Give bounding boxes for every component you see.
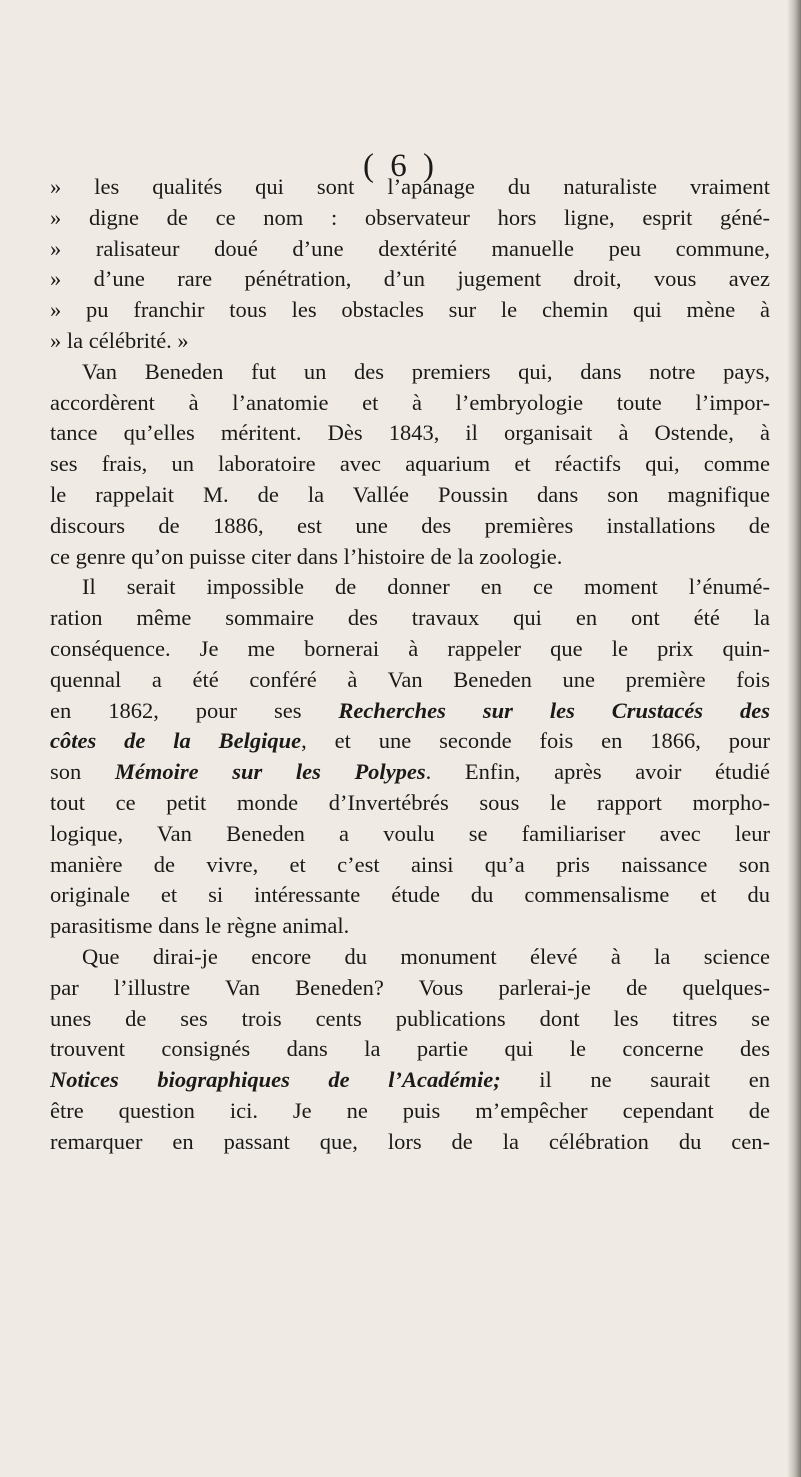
italic-title-text: Mémoire sur les Polypes — [114, 759, 426, 785]
text-line — [50, 480, 770, 511]
text-span: manière de vivre, et c’est ainsi qu’a pris naissance son — [50, 851, 770, 877]
text-span: » digne de ce nom : observateur hors ligne, esprit géné- — [50, 204, 770, 230]
text-span: il ne saurait en — [500, 1067, 770, 1093]
text-line — [50, 542, 770, 573]
text-span: discours de 1886, est une des premières installations de — [50, 512, 770, 538]
text-line — [50, 1034, 770, 1065]
text-span: . Enfin, après avoir étudié — [425, 759, 770, 785]
text-span: par l’illustre Van Beneden? Vous parlerai-je de quelques- — [50, 974, 770, 1000]
italic-title-text: Notices biographiques de l’Académie; — [50, 1067, 501, 1093]
body-text — [50, 172, 770, 1158]
text-span: » ralisateur doué d’une dextérité manuelle peu commune, — [50, 235, 770, 261]
text-line — [50, 234, 770, 265]
text-span: conséquence. Je me bornerai à rappeler que le prix quin- — [50, 635, 770, 661]
text-line — [50, 357, 770, 388]
text-line — [50, 1127, 770, 1158]
text-line — [50, 973, 770, 1004]
text-span: son — [50, 759, 115, 785]
text-line — [50, 634, 770, 665]
text-line — [50, 850, 770, 881]
text-span: » la célébrité. » — [50, 327, 189, 353]
text-span: tance qu’elles méritent. Dès 1843, il organisait à Ostende, à — [50, 420, 770, 446]
text-span: logique, Van Beneden a voulu se familiariser avec leur — [50, 820, 770, 846]
page-edge-shadow — [787, 0, 801, 1477]
text-span: , et une seconde fois en 1866, pour — [301, 728, 770, 754]
text-line — [50, 264, 770, 295]
text-line — [50, 1065, 770, 1096]
text-line — [50, 326, 770, 357]
text-span: ses frais, un laboratoire avec aquarium et réactifs qui, comme — [50, 451, 770, 477]
text-span: être question ici. Je ne puis m’empêcher cependant de — [50, 1097, 770, 1123]
text-line — [50, 172, 770, 203]
text-line — [50, 665, 770, 696]
italic-title-text: Recherches sur les Crustacés des — [338, 697, 770, 723]
text-span: tout ce petit monde d’Invertébrés sous le rapport morpho- — [50, 789, 770, 815]
text-span: » d’une rare pénétration, d’un jugement droit, vous avez — [50, 266, 770, 292]
text-span: trouvent consignés dans la partie qui le concerne des — [50, 1036, 770, 1062]
text-line — [50, 295, 770, 326]
text-span: en 1862, pour ses — [50, 697, 339, 723]
text-span: ration même sommaire des travaux qui en ont été la — [50, 605, 770, 631]
text-line — [50, 1096, 770, 1127]
text-span: accordèrent à l’anatomie et à l’embryologie toute l’impor- — [50, 389, 770, 415]
text-line — [50, 757, 770, 788]
text-line — [50, 449, 770, 480]
text-line — [50, 880, 770, 911]
text-line — [50, 203, 770, 234]
text-span: originale et si intéressante étude du commensalisme et du — [50, 882, 770, 908]
text-line — [50, 572, 770, 603]
text-line — [50, 942, 770, 973]
text-span: Il serait impossible de donner en ce moment l’énumé- — [82, 574, 770, 600]
text-span: quennal a été conféré à Van Beneden une première fois — [50, 666, 770, 692]
text-line — [50, 418, 770, 449]
text-span: ce genre qu’on puisse citer dans l’histoire de la zoologie. — [50, 543, 563, 569]
text-span: remarquer en passant que, lors de la célébration du cen- — [50, 1128, 770, 1154]
text-line — [50, 388, 770, 419]
italic-title-text: côtes de la Belgique — [50, 728, 302, 754]
text-line — [50, 819, 770, 850]
text-line — [50, 511, 770, 542]
text-line — [50, 696, 770, 727]
text-span: unes de ses trois cents publications dont les titres se — [50, 1005, 770, 1031]
text-span: Que dirai-je encore du monument élevé à la science — [82, 943, 770, 969]
page-number: ( 6 ) — [363, 148, 438, 184]
text-span: le rappelait M. de la Vallée Poussin dans son magnifique — [50, 481, 770, 507]
text-line — [50, 788, 770, 819]
text-span: parasitisme dans le règne animal. — [50, 913, 350, 939]
text-line — [50, 911, 770, 942]
text-line — [50, 1004, 770, 1035]
text-line — [50, 726, 770, 757]
text-span: » pu franchir tous les obstacles sur le chemin qui mène à — [50, 297, 770, 323]
text-line — [50, 603, 770, 634]
text-span: » les qualités qui sont l’apanage du naturaliste vraiment — [50, 174, 770, 199]
text-span: Van Beneden fut un des premiers qui, dans notre pays, — [82, 358, 770, 384]
